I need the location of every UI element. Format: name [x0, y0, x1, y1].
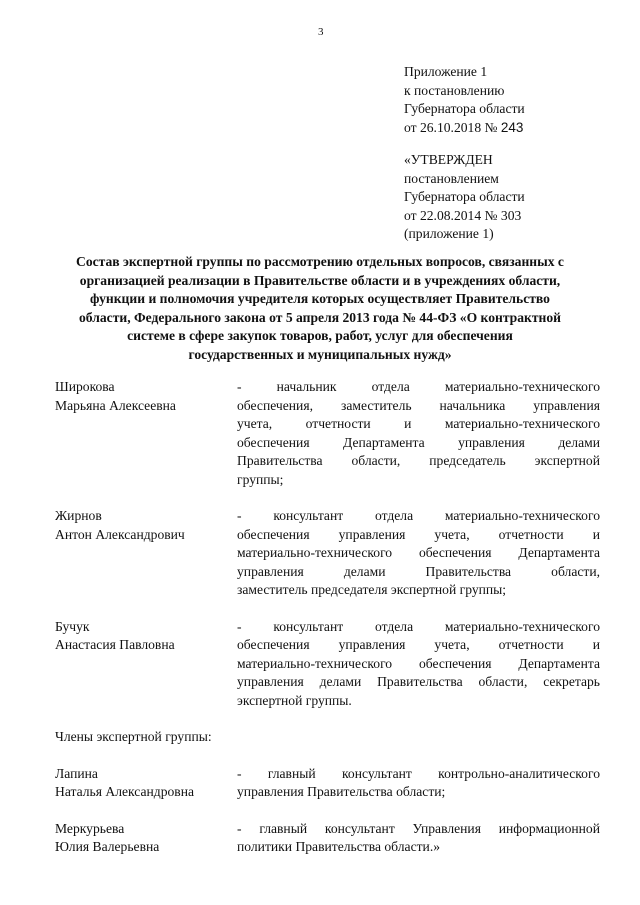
member-surname: Лапина	[55, 765, 98, 781]
member-name	[55, 765, 237, 802]
appendix-date: от 26.10.2018 №	[404, 119, 498, 135]
appendix-line: к постановлению	[404, 82, 505, 98]
role-line: - консультант отдела материально-технического	[237, 508, 600, 523]
approved-line: от 22.08.2014 № 303	[404, 207, 522, 223]
role-line: заместитель председателя экспертной группы;	[237, 582, 507, 597]
member-given-name: Антон Александрович	[55, 526, 185, 542]
member-given-name: Юлия Валерьевна	[55, 839, 160, 854]
role-line: - главный консультант контрольно-аналитического	[237, 765, 600, 781]
member-entry-chair	[55, 378, 600, 489]
appendix-line: Губернатора области	[404, 101, 525, 116]
member-entry	[55, 820, 600, 857]
member-given-name: Марьяна Алексеевна	[55, 397, 176, 413]
appendix-header	[404, 63, 525, 137]
member-given-name: Наталья Александровна	[55, 784, 195, 799]
role-line: обеспечения управления учета, отчетности и	[237, 526, 600, 542]
role-line: материально-технического обеспечения Департамента	[237, 545, 600, 560]
title-line: функции и полномочия учредителя которых осуществляет Правительство	[90, 291, 550, 307]
role-line: обеспечения, заместитель начальника управления	[237, 397, 600, 413]
title-line: организацией реализации в Правительстве области и в учреждениях области,	[79, 272, 561, 288]
member-surname: Бучук	[55, 618, 90, 634]
member-entry-secretary	[55, 618, 600, 711]
member-role	[237, 507, 600, 600]
member-name	[55, 820, 237, 857]
member-entry	[55, 765, 600, 802]
role-line: - начальник отдела материально-технического	[237, 379, 600, 394]
role-line: обеспечения управления учета, отчетности и	[237, 637, 600, 652]
member-role	[237, 618, 600, 711]
approved-line: (приложение 1)	[404, 226, 494, 241]
members-section-label: Члены экспертной группы:	[55, 729, 212, 744]
member-name	[55, 507, 237, 600]
approved-header	[404, 151, 525, 244]
role-line: обеспечения Департамента управления делами	[237, 434, 600, 450]
title-line: государственных и муниципальных нужд»	[188, 346, 452, 362]
member-role	[237, 378, 600, 489]
member-list	[55, 378, 600, 857]
member-surname: Меркурьева	[55, 820, 125, 836]
document-title	[55, 253, 585, 365]
appendix-line: Приложение 1	[404, 64, 488, 79]
title-line: Состав экспертной группы по рассмотрению отдельных вопросов, связанных с	[76, 254, 564, 269]
role-line: политики Правительства области.»	[237, 839, 441, 854]
member-name	[55, 378, 237, 489]
title-line: области, Федерального закона от 5 апреля 2013 года № 44-ФЗ «О контрактной	[78, 309, 561, 325]
page-number: 3	[318, 26, 324, 38]
role-line: материально-технического обеспечения Департамента	[237, 655, 600, 671]
member-role	[237, 765, 600, 802]
appendix-date-line	[404, 119, 525, 138]
role-line: группы;	[237, 471, 284, 487]
member-surname: Жирнов	[55, 508, 102, 523]
member-role	[237, 820, 600, 857]
member-name	[55, 618, 237, 711]
approved-line: постановлением	[404, 170, 499, 186]
approved-line: Губернатора области	[404, 189, 525, 204]
member-entry-deputy	[55, 507, 600, 600]
member-given-name: Анастасия Павловна	[55, 637, 175, 652]
title-line: системе в сфере закупок товаров, работ, услуг для обеспечения	[127, 328, 513, 344]
role-line: Правительства области, председатель экспертной	[237, 453, 600, 468]
approved-line: «УТВЕРЖДЕН	[404, 152, 493, 167]
member-surname: Широкова	[55, 379, 115, 394]
decree-number: 243	[500, 119, 524, 135]
role-line: экспертной группы.	[237, 692, 352, 708]
role-line: управления делами Правительства области,	[237, 563, 600, 579]
role-line: - главный консультант Управления информационной	[237, 820, 600, 836]
role-line: учета, отчетности и материально-технического	[237, 416, 600, 431]
role-line: - консультант отдела материально-технического	[237, 618, 600, 634]
role-line: управления делами Правительства области, секретарь	[237, 674, 600, 689]
role-line: управления Правительства области;	[237, 784, 446, 799]
